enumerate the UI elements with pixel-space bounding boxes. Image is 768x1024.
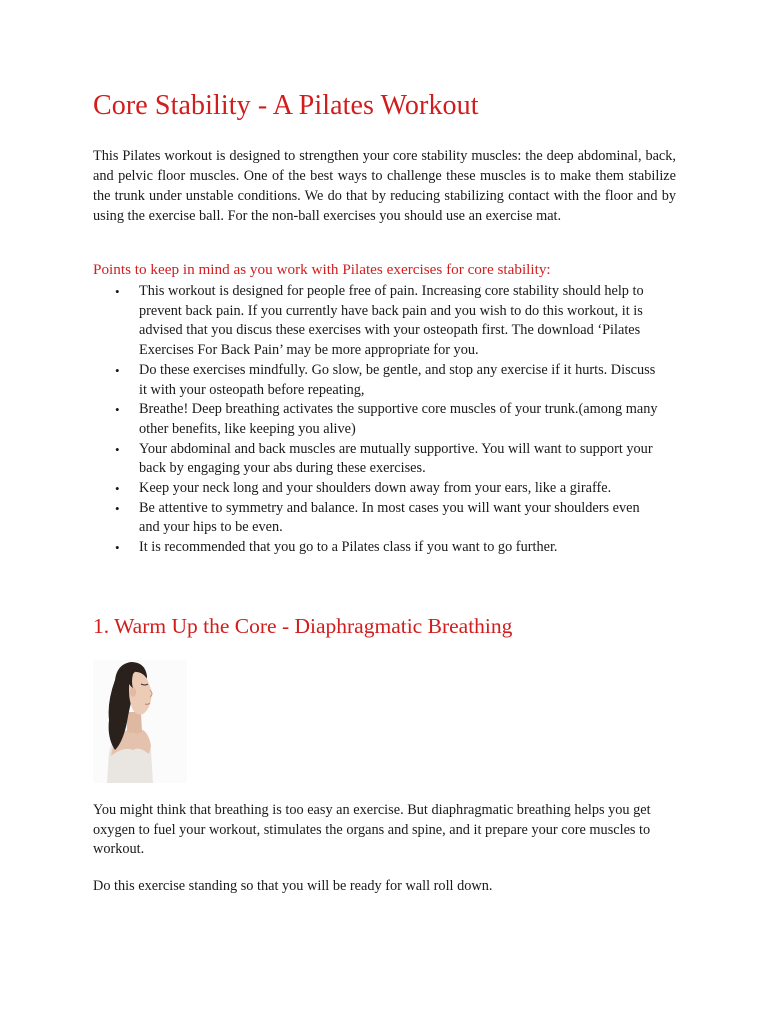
list-item	[93, 361, 659, 400]
list-item	[93, 440, 659, 479]
list-item	[93, 282, 659, 361]
bullet-icon: •	[115, 481, 120, 497]
list-item	[93, 400, 659, 439]
breathing-paragraph: You might think that breathing is too easy an exercise. But diaphragmatic breathing helps you get oxygen to fuel your workout, stimulates the organs and spine, and it prepare your core muscles to workout.	[93, 802, 651, 858]
bullet-icon: •	[115, 284, 120, 299]
list-item-text: Keep your neck long and your shoulders down away from your ears, like a giraffe.	[139, 480, 612, 497]
standing-paragraph: Do this exercise standing so that you will be ready for wall roll down.	[93, 878, 493, 894]
bullet-icon: •	[115, 402, 120, 418]
list-item-text: Your abdominal and back muscles are mutually supportive. You will want to support your back by engaging your abs during these exercises.	[139, 440, 653, 477]
bullet-icon: •	[115, 441, 120, 457]
list-item	[93, 479, 659, 499]
list-item	[93, 538, 659, 558]
points-list	[93, 282, 676, 558]
bullet-icon: •	[115, 500, 120, 516]
list-item-text: Do these exercises mindfully. Go slow, be gentle, and stop any exercise if it hurts. Discuss it with your osteopath before repeating,	[139, 361, 656, 398]
list-item-text: It is recommended that you go to a Pilates class if you want to go further.	[139, 539, 558, 556]
list-item-text: Be attentive to symmetry and balance. In most cases you will want your shoulders even and your hips to be even.	[139, 499, 640, 536]
points-heading: Points to keep in mind as you work with Pilates exercises for core stability:	[93, 261, 551, 278]
bullet-icon: •	[115, 362, 120, 378]
bullet-icon: •	[115, 540, 120, 556]
list-item-text: Breathe! Deep breathing activates the supportive core muscles of your trunk.(among many other benefits, like keeping you alive)	[139, 401, 658, 437]
page-title: Core Stability - A Pilates Workout	[93, 90, 479, 121]
list-item-text: This workout is designed for people free of pain. Increasing core stability should help to prevent back pain. If you currently have back pain and you wish to do this workout, it is advised that you discus these exercises with your osteopath first. The download ‘Pilates Exercises For Back Pain’ may be more appropriate for you.	[139, 283, 644, 359]
breathing-woman-photo	[93, 660, 187, 783]
intro-paragraph: This Pilates workout is designed to strengthen your core stability muscles: the deep abdominal, back, and pelvic floor muscles. One of the best ways to challenge these muscles is to make them stabilize the trunk under unstable conditions. We do that by reducing stabilizing contact with the floor and by using the exercise ball. For the non-ball exercises you should use an exercise mat.	[93, 148, 676, 224]
list-item	[93, 499, 659, 538]
section-title-warm-up: 1. Warm Up the Core - Diaphragmatic Breathing	[93, 614, 513, 638]
